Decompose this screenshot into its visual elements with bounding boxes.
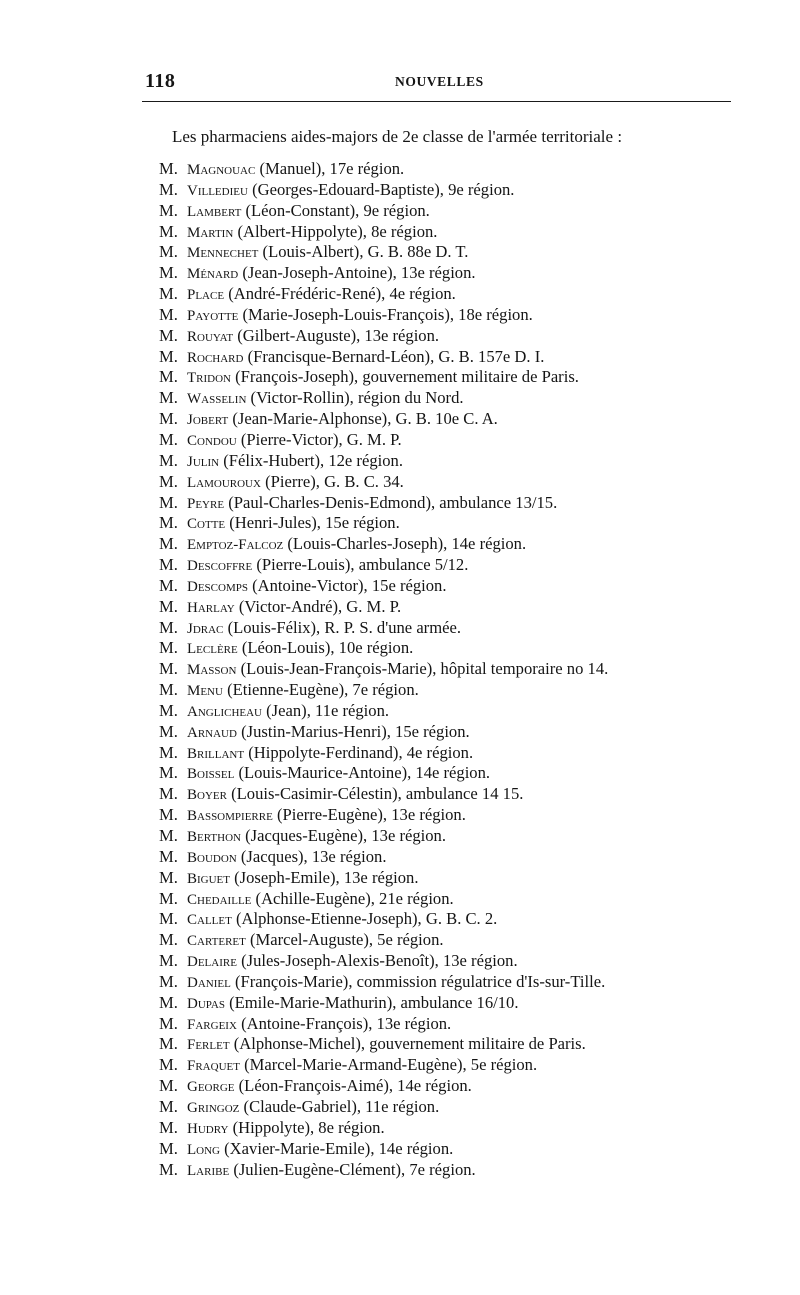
entry-surname: Callet [187,912,232,929]
entry-details: (Francisque-Bernard-Léon), G. B. 157e D. I. [247,346,545,366]
list-item [159,326,608,347]
entry-surname: Boissel [187,766,235,783]
entry-title: M. [159,450,178,470]
entry-details: (Claude-Gabriel), 11e région. [243,1096,440,1116]
entry-details: (Pierre-Victor), G. M. P. [240,429,402,449]
entry-title: M. [159,221,178,241]
entry-title: M. [159,367,178,387]
entry-surname: Boudon [187,849,237,866]
entry-title: M. [159,1013,178,1033]
entry-surname: Emptoz-Falcoz [187,537,284,554]
entry-details: (Gilbert-Auguste), 13e région. [237,325,440,345]
entry-title: M. [159,304,178,324]
entry-title: M. [159,492,178,512]
list-item [159,534,608,555]
list-item [159,930,608,951]
list-item [159,638,608,659]
entry-surname: Wasselin [187,391,247,408]
entry-surname: Delaire [187,954,237,971]
list-item [159,555,608,576]
entry-title: M. [159,971,178,991]
entry-surname: Julin [187,453,220,470]
entry-title: M. [159,846,178,866]
list-item [159,680,608,701]
entry-surname: Peyre [187,495,225,512]
entry-details: (Louis-Charles-Joseph), 14e région. [287,534,527,554]
list-item [159,1160,608,1181]
entry-title: M. [159,263,178,283]
entry-details: (Victor-Rollin), région du Nord. [250,388,464,408]
entry-details: (Etienne-Eugène), 7e région. [227,680,419,700]
entry-details: (Jean), 11e région. [266,700,390,720]
entry-details: (Emile-Marie-Mathurin), ambulance 16/10. [229,992,519,1012]
entry-title: M. [159,242,178,262]
entry-details: (Léon-Louis), 10e région. [241,638,414,658]
list-item [159,513,608,534]
list-item [159,784,608,805]
entry-details: (Alphonse-Etienne-Joseph), G. B. C. 2. [235,909,498,929]
list-item [159,451,608,472]
list-item [159,909,608,930]
list-item [159,868,608,889]
list-item [159,805,608,826]
entry-details: (Justin-Marius-Henri), 15e région. [241,721,470,741]
entry-surname: Daniel [187,974,231,991]
list-item [159,618,608,639]
list-item [159,1076,608,1097]
entry-details: (Léon-Constant), 9e région. [245,200,430,220]
entry-surname: Gringoz [187,1099,240,1116]
entry-title: M. [159,992,178,1012]
entry-title: M. [159,805,178,825]
list-item [159,972,608,993]
entry-details: (Louis-Jean-François-Marie), hôpital temporaire no 14. [240,659,609,679]
list-item [159,951,608,972]
entry-details: (Henri-Jules), 15e région. [229,513,400,533]
entry-title: M. [159,200,178,220]
list-item [159,826,608,847]
list-item [159,284,608,305]
entry-details: (Alphonse-Michel), gouvernement militaire de Paris. [233,1034,586,1054]
list-item [159,889,608,910]
entry-surname: Jobert [187,412,229,429]
entry-surname: Biguet [187,870,230,887]
entry-details: (André-Frédéric-René), 4e région. [228,284,456,304]
entry-title: M. [159,700,178,720]
entry-title: M. [159,513,178,533]
entry-surname: Mennechet [187,245,259,262]
entry-title: M. [159,1034,178,1054]
entry-surname: Lambert [187,203,242,220]
entry-surname: Ménard [187,266,239,283]
entry-surname: Cotte [187,516,226,533]
page-header [0,0,800,110]
entry-surname: Masson [187,662,237,679]
list-item [159,493,608,514]
section-intro: Les pharmaciens aides-majors de 2e classe de l'armée territoriale : [172,127,623,146]
entry-title: M. [159,784,178,804]
entry-surname: Rochard [187,349,244,366]
entry-details: (Antoine-François), 13e région. [241,1013,452,1033]
entry-surname: Magnouac [187,162,256,178]
entry-title: M. [159,721,178,741]
entry-title: M. [159,930,178,950]
entry-surname: Rouyat [187,328,234,345]
entry-details: (Xavier-Marie-Emile), 14e région. [224,1138,454,1158]
entry-title: M. [159,1096,178,1116]
entry-surname: Fraquet [187,1058,240,1075]
entry-details: (Jacques), 13e région. [240,846,387,866]
entry-details: (Louis-Maurice-Antoine), 14e région. [238,763,491,783]
entry-details: (Paul-Charles-Denis-Edmond), ambulance 13/15. [228,492,558,512]
entry-title: M. [159,1159,178,1179]
entry-title: M. [159,763,178,783]
entry-details: (Jean-Joseph-Antoine), 13e région. [242,263,476,283]
list-item [159,1139,608,1160]
list-item [159,993,608,1014]
entry-details: (Pierre), G. B. C. 34. [265,471,404,491]
entry-surname: Carteret [187,933,246,950]
list-item [159,305,608,326]
entry-surname: Fargeix [187,1016,237,1033]
header-rule [142,101,731,102]
list-item [159,347,608,368]
list-item [159,180,608,201]
entry-details: (Louis-Félix), R. P. S. d'une armée. [227,617,461,637]
entry-title: M. [159,409,178,429]
entry-details: (Marie-Joseph-Louis-François), 18e région. [242,304,533,324]
list-item [159,388,608,409]
entry-details: (Hippolyte), 8e région. [232,1117,385,1137]
entry-details: (Félix-Hubert), 12e région. [223,450,403,470]
entry-title: M. [159,659,178,679]
entry-title: M. [159,1076,178,1096]
list-item [159,159,608,180]
list-item [159,1097,608,1118]
entry-title: M. [159,575,178,595]
entry-surname: George [187,1079,235,1096]
entry-details: (Jacques-Eugène), 13e région. [245,826,446,845]
entry-title: M. [159,951,178,971]
list-item [159,1014,608,1035]
entry-surname: Descomps [187,578,248,595]
entry-title: M. [159,1117,178,1137]
entry-details: (Louis-Albert), G. B. 88e D. T. [262,242,469,262]
list-item [159,222,608,243]
entry-surname: Jdrac [187,620,224,637]
running-title: NOUVELLES [395,74,484,89]
entry-surname: Leclère [187,641,238,658]
entry-title: M. [159,388,178,408]
entry-surname: Brillant [187,745,245,762]
entry-title: M. [159,638,178,658]
entry-title: M. [159,325,178,345]
page-number: 118 [145,70,176,92]
list-item [159,472,608,493]
entry-details: (Manuel), 17e région. [259,159,405,178]
entry-details: (Pierre-Louis), ambulance 5/12. [256,555,469,575]
entry-title: M. [159,346,178,366]
entry-details: (Joseph-Emile), 13e région. [234,867,419,887]
entry-details: (Hippolyte-Ferdinand), 4e région. [248,742,474,762]
entry-surname: Hudry [187,1120,229,1137]
entry-surname: Chedaille [187,891,252,908]
list-item [159,242,608,263]
entry-surname: Tridon [187,370,231,387]
list-item [159,430,608,451]
list-item [159,409,608,430]
entry-title: M. [159,909,178,929]
entry-surname: Arnaud [187,724,237,741]
entry-surname: Ferlet [187,1037,230,1054]
entry-details: (Léon-François-Aimé), 14e région. [238,1076,472,1096]
entry-title: M. [159,429,178,449]
entry-title: M. [159,1138,178,1158]
entry-details: (Victor-André), G. M. P. [238,596,402,616]
list-item [159,701,608,722]
entry-title: M. [159,159,178,178]
entry-title: M. [159,826,178,845]
entry-surname: Bassompierre [187,808,273,825]
entry-surname: Place [187,287,225,304]
entry-details: (Antoine-Victor), 15e région. [252,575,447,595]
entry-surname: Descoffre [187,558,253,575]
list-item [159,597,608,618]
entry-details: (François-Marie), commission régulatrice d'Is-sur-Tille. [234,971,606,991]
entry-surname: Laribe [187,1162,230,1179]
entry-surname: Anglicheau [187,703,262,720]
list-item [159,367,608,388]
pharmacist-list [159,159,608,1180]
entry-details: (Louis-Casimir-Célestin), ambulance 14 15. [231,784,524,804]
list-item [159,1055,608,1076]
entry-surname: Condou [187,432,237,449]
entry-details: (Marcel-Marie-Armand-Eugène), 5e région. [244,1055,538,1075]
entry-details: (Julien-Eugène-Clément), 7e région. [233,1159,476,1179]
entry-surname: Martin [187,224,234,241]
entry-title: M. [159,534,178,554]
entry-details: (Jean-Marie-Alphonse), G. B. 10e C. A. [232,409,498,429]
entry-details: (François-Joseph), gouvernement militaire de Paris. [235,367,579,387]
entry-details: (Jules-Joseph-Alexis-Benoît), 13e région. [241,951,518,971]
entry-title: M. [159,284,178,304]
entry-details: (Marcel-Auguste), 5e région. [250,930,444,950]
list-item [159,201,608,222]
entry-title: M. [159,1055,178,1075]
list-item [159,263,608,284]
entry-surname: Berthon [187,829,241,845]
list-item [159,763,608,784]
list-item [159,1118,608,1139]
entry-details: (Georges-Edouard-Baptiste), 9e région. [252,179,515,199]
list-item [159,743,608,764]
list-item [159,576,608,597]
entry-details: (Achille-Eugène), 21e région. [255,888,454,908]
entry-title: M. [159,555,178,575]
list-item [159,1034,608,1055]
entry-title: M. [159,179,178,199]
entry-surname: Long [187,1141,220,1158]
entry-title: M. [159,888,178,908]
entry-title: M. [159,867,178,887]
entry-title: M. [159,471,178,491]
entry-title: M. [159,680,178,700]
entry-surname: Boyer [187,787,227,804]
entry-details: (Albert-Hippolyte), 8e région. [237,221,438,241]
entry-title: M. [159,617,178,637]
entry-surname: Villedieu [187,182,248,199]
list-item [159,659,608,680]
entry-surname: Menu [187,683,223,700]
list-item [159,847,608,868]
entry-title: M. [159,742,178,762]
entry-surname: Harlay [187,599,235,616]
entry-surname: Payotte [187,307,239,324]
entry-title: M. [159,596,178,616]
entry-details: (Pierre-Eugène), 13e région. [276,805,466,825]
entry-surname: Lamouroux [187,474,261,491]
entry-surname: Dupas [187,995,225,1012]
list-item [159,722,608,743]
